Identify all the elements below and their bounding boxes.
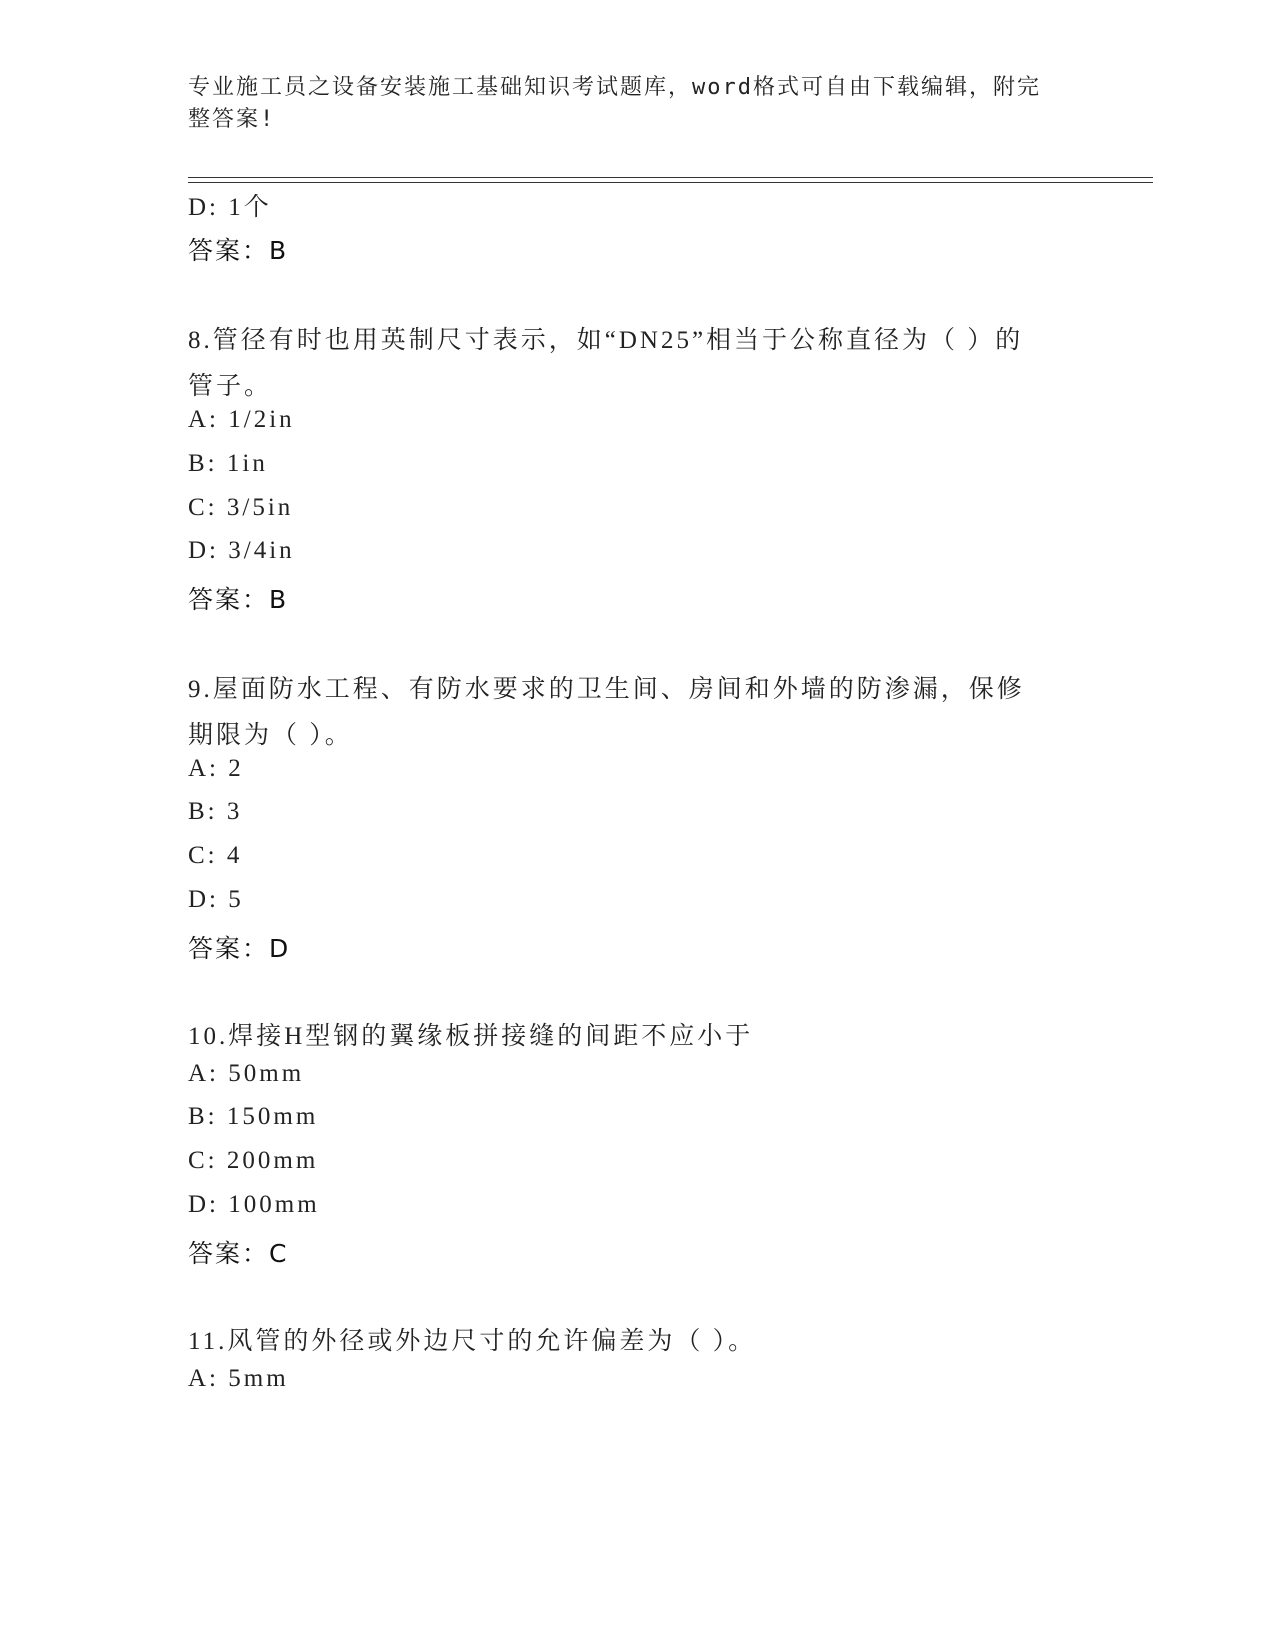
question-9-line-1: 9.屋面防水工程、有防水要求的卫生间、房间和外墙的防渗漏，保修 (188, 676, 1025, 703)
question-10-option-a: A: 50mm (188, 1060, 305, 1087)
page-header (188, 72, 1088, 136)
question-9 (188, 667, 1088, 759)
question-8-line-2: 管子。 (188, 373, 273, 400)
header-divider-top (188, 177, 1153, 178)
question-10-option-c: C: 200mm (188, 1147, 319, 1174)
question-10: 10.焊接H型钢的翼缘板拼接缝的间距不应小于 (188, 1023, 754, 1050)
question-10-option-b: B: 150mm (188, 1103, 319, 1130)
question-8-option-a: A: 1/2in (188, 406, 295, 433)
question-9-option-d: D: 5 (188, 886, 244, 913)
question-10-option-d: D: 100mm (188, 1191, 320, 1218)
question-8-line-1: 8.管径有时也用英制尺寸表示，如“DN25”相当于公称直径为（ ）的 (188, 327, 1024, 354)
question-8-option-c: C: 3/5in (188, 494, 294, 521)
question-10-answer: 答案：C (188, 1239, 289, 1268)
question-8-option-b: B: 1in (188, 450, 268, 477)
question-9-option-a: A: 2 (188, 755, 244, 782)
header-divider-bottom (188, 182, 1153, 183)
question-11-option-a: A: 5mm (188, 1365, 289, 1392)
prev-option-d: D: 1个 (188, 194, 272, 221)
prev-answer: 答案：B (188, 236, 289, 265)
question-9-option-c: C: 4 (188, 842, 243, 869)
question-9-line-2: 期限为（ ）。 (188, 722, 353, 749)
question-8-answer: 答案：B (188, 585, 289, 614)
question-9-option-b: B: 3 (188, 798, 243, 825)
question-9-answer: 答案：D (188, 934, 291, 963)
header-line-1: 专业施工员之设备安装施工基础知识考试题库，word格式可自由下载编辑，附完 (188, 75, 1041, 100)
question-8-option-d: D: 3/4in (188, 537, 295, 564)
question-8 (188, 318, 1088, 410)
header-line-2: 整答案! (188, 107, 276, 132)
question-11: 11.风管的外径或外边尺寸的允许偏差为（ ）。 (188, 1328, 757, 1355)
